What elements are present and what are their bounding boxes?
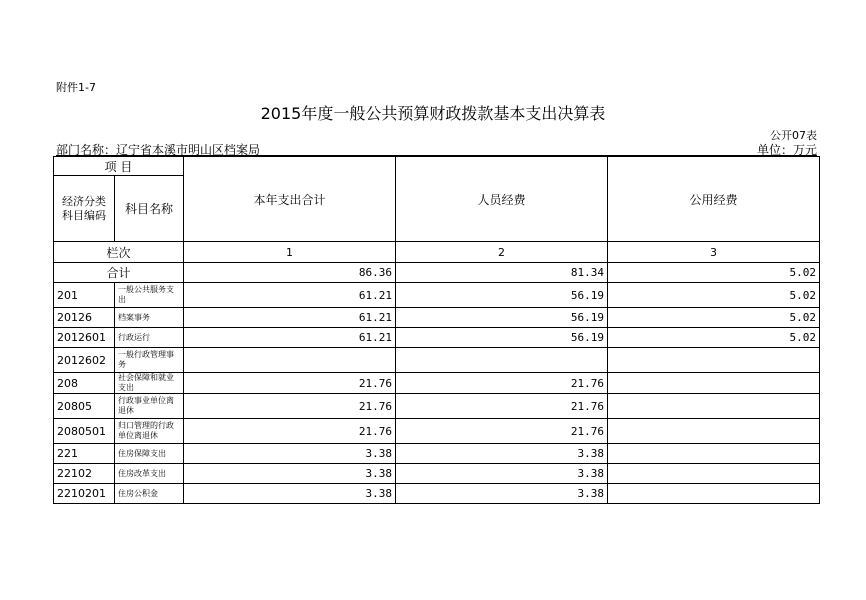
table-row [54,283,820,308]
table-row [54,484,820,504]
row-total: 21.76 [184,394,396,419]
sum-personnel: 81.34 [396,263,608,283]
subject-code: 22102 [54,464,115,484]
subject-name: 行政运行 [115,328,184,348]
subject-code: 20805 [54,394,115,419]
department-name: 部门名称：辽宁省本溪市明山区档案局 [56,143,261,157]
sum-total: 86.36 [184,263,396,283]
expenditure-table [53,156,820,504]
col-num-3: 3 [608,242,820,263]
row-public [608,419,820,444]
subject-name: 住房改革支出 [115,464,184,484]
attachment-label: 附件1-7 [56,81,96,94]
header-public: 公用经费 [608,157,820,242]
header-item: 项 目 [54,157,184,176]
table-row [54,308,820,328]
row-personnel [396,348,608,373]
subject-code: 2012602 [54,348,115,373]
subject-name: 行政事业单位离退休 [115,394,184,419]
sum-row [54,263,820,283]
subject-name: 社会保障和就业支出 [115,373,184,394]
table-row [54,348,820,373]
table-row [54,419,820,444]
table-row [54,394,820,419]
header-personnel: 人员经费 [396,157,608,242]
row-total: 21.76 [184,373,396,394]
subject-name: 一般公共服务支出 [115,283,184,308]
row-personnel: 56.19 [396,283,608,308]
row-public: 5.02 [608,308,820,328]
row-public [608,444,820,464]
row-personnel: 21.76 [396,394,608,419]
row-personnel: 3.38 [396,484,608,504]
row-public [608,373,820,394]
col-num-2: 2 [396,242,608,263]
subject-name: 一般行政管理事务 [115,348,184,373]
subject-name: 归口管理的行政单位离退休 [115,419,184,444]
row-public: 5.02 [608,283,820,308]
unit-label: 单位：万元 [756,143,817,157]
subject-name: 档案事务 [115,308,184,328]
row-total [184,348,396,373]
table-row [54,373,820,394]
row-public [608,484,820,504]
row-personnel: 3.38 [396,444,608,464]
subject-name: 住房公积金 [115,484,184,504]
sum-label: 合计 [54,263,184,283]
table-row [54,444,820,464]
header-name: 科目名称 [115,176,184,242]
row-total: 61.21 [184,283,396,308]
row-public [608,348,820,373]
col-num-1: 1 [184,242,396,263]
header-total: 本年支出合计 [184,157,396,242]
subject-code: 2210201 [54,484,115,504]
row-personnel: 3.38 [396,464,608,484]
sum-public: 5.02 [608,263,820,283]
header-code: 经济分类科目编码 [54,176,115,242]
row-personnel: 56.19 [396,308,608,328]
page-title: 2015年度一般公共预算财政拨款基本支出决算表 [260,104,606,123]
subject-name: 住房保障支出 [115,444,184,464]
row-total: 61.21 [184,328,396,348]
row-total: 3.38 [184,444,396,464]
subject-code: 2080501 [54,419,115,444]
subject-code: 221 [54,444,115,464]
table-row [54,328,820,348]
row-public [608,464,820,484]
row-public: 5.02 [608,328,820,348]
row-total: 21.76 [184,419,396,444]
row-personnel: 21.76 [396,419,608,444]
subject-code: 201 [54,283,115,308]
subject-code: 208 [54,373,115,394]
row-total: 3.38 [184,484,396,504]
row-public [608,394,820,419]
row-personnel: 21.76 [396,373,608,394]
row-total: 3.38 [184,464,396,484]
table-row [54,464,820,484]
table-number: 公开07表 [770,129,817,142]
row-total: 61.21 [184,308,396,328]
row-personnel: 56.19 [396,328,608,348]
lanci-label: 栏次 [54,242,184,263]
subject-code: 20126 [54,308,115,328]
header-row-item [54,157,820,176]
column-number-row [54,242,820,263]
subject-code: 2012601 [54,328,115,348]
